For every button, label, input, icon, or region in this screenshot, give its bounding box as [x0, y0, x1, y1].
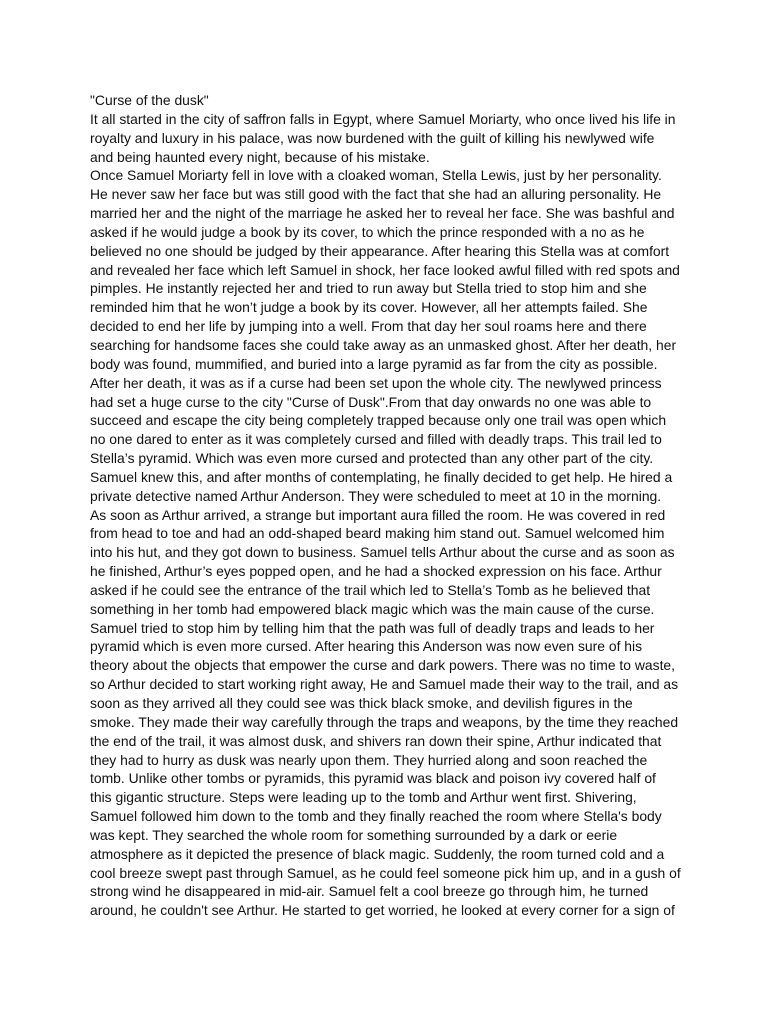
text-line: reminded him that he won’t judge a book by its cover. However, all her attempts failed. She: [90, 299, 648, 316]
text-line: had set a huge curse to the city "Curse of Dusk".From that day onwards no one was able to: [90, 393, 652, 410]
text-line: After her death, it was as if a curse had been set upon the whole city. The newlywed princess: [90, 374, 662, 391]
text-line: married her and the night of the marriage he asked her to reveal her face. She was bashful and: [90, 205, 675, 222]
text-line: into his hut, and they got down to business. Samuel tells Arthur about the curse and as soon as: [90, 544, 675, 561]
text-line: was kept. They searched the whole room for something surrounded by a dark or eerie: [90, 826, 618, 843]
text-line: and being haunted every night, because of his mistake.: [90, 148, 430, 165]
text-line: As soon as Arthur arrived, a strange but important aura filled the room. He was covered in red: [90, 506, 666, 523]
text-line: asked if he could see the entrance of the trail which led to Stella’s Tomb as he believed that: [90, 581, 651, 598]
text-line: searching for handsome faces she could take away as an unmasked ghost. After her death, her: [90, 336, 677, 353]
text-line: pimples. He instantly rejected her and tried to run away but Stella tried to stop him and she: [90, 280, 647, 297]
text-line: this gigantic structure. Steps were leading up to the tomb and Arthur went first. Shivering,: [90, 789, 637, 806]
text-line: Samuel knew this, and after months of contemplating, he finally decided to get help. He hired a: [90, 468, 673, 485]
text-line: no one dared to enter as it was completely cursed and filled with deadly traps. This trail led to: [90, 431, 662, 448]
text-line: Samuel followed him down to the tomb and they finally reached the room where Stella's body: [90, 808, 662, 825]
text-line: Samuel tried to stop him by telling him that the path was full of deadly traps and leads to her: [90, 619, 655, 636]
text-line: royalty and luxury in his palace, was now burdened with the guilt of killing his newlywed wife: [90, 129, 655, 146]
text-line: asked if he would judge a book by its cover, to which the prince responded with a no as he: [90, 223, 645, 240]
text-line: around, he couldn't see Arthur. He started to get worried, he looked at every corner for a sign of: [90, 902, 675, 919]
text-line: decided to end her life by jumping into a well. From that day her soul roams here and there: [90, 318, 647, 335]
text-line: Once Samuel Moriarty fell in love with a cloaked woman, Stella Lewis, just by her personality.: [90, 167, 662, 184]
text-line: He never saw her face but was still good with the fact that she had an alluring personality. He: [90, 186, 662, 203]
text-line: body was found, mummified, and buried into a large pyramid as far from the city as possible.: [90, 355, 658, 372]
text-line: strong wind he disappeared in mid-air. Samuel felt a cool breeze go through him, he turned: [90, 883, 649, 900]
text-line: and revealed her face which left Samuel in shock, her face looked awful filled with red spots and: [90, 261, 680, 278]
text-line: believed no one should be judged by their appearance. After hearing this Stella was at comfort: [90, 242, 670, 259]
text-line: from head to toe and had an odd-shaped beard making him stand out. Samuel welcomed him: [90, 525, 665, 542]
text-line: smoke. They made their way carefully through the traps and weapons, by the time they reached: [90, 713, 679, 730]
text-line: cool breeze swept past through Samuel, as he could feel someone pick him up, and in a gush of: [90, 864, 681, 881]
text-line: pyramid which is even more cursed. After hearing this Anderson was now even sure of his: [90, 638, 643, 655]
text-line: succeed and escape the city being completely trapped because only one trail was open which: [90, 412, 667, 429]
text-line: something in her tomb had empowered black magic which was the main cause of the curse.: [90, 600, 655, 617]
text-line: It all started in the city of saffron falls in Egypt, where Samuel Moriarty, who once lived his life in: [90, 110, 676, 127]
text-line: he finished, Arthur’s eyes popped open, and he had a shocked expression on his face. Arthur: [90, 563, 662, 580]
text-line: Stella’s pyramid. Which was even more cursed and protected than any other part of the city.: [90, 450, 654, 467]
text-line: theory about the objects that empower the curse and dark powers. There was no time to waste,: [90, 657, 676, 674]
document-title: "Curse of the dusk": [90, 92, 209, 108]
text-line: tomb. Unlike other tombs or pyramids, this pyramid was black and poison ivy covered half of: [90, 770, 656, 787]
text-line: they had to hurry as dusk was nearly upon them. They hurried along and soon reached the: [90, 751, 648, 768]
text-line: soon as they arrived all they could see was thick black smoke, and devilish figures in the: [90, 695, 633, 711]
text-line: private detective named Arthur Anderson. They were scheduled to meet at 10 in the morning.: [90, 487, 662, 504]
text-line: so Arthur decided to start working right away, He and Samuel made their way to the trail, and as: [90, 676, 679, 693]
text-line: the end of the trail, it was almost dusk, and shivers ran down their spine, Arthur indicated that: [90, 732, 662, 749]
text-line: atmosphere as it depicted the presence of black magic. Suddenly, the room turned cold and a: [90, 845, 665, 862]
document-body: [90, 91, 690, 920]
